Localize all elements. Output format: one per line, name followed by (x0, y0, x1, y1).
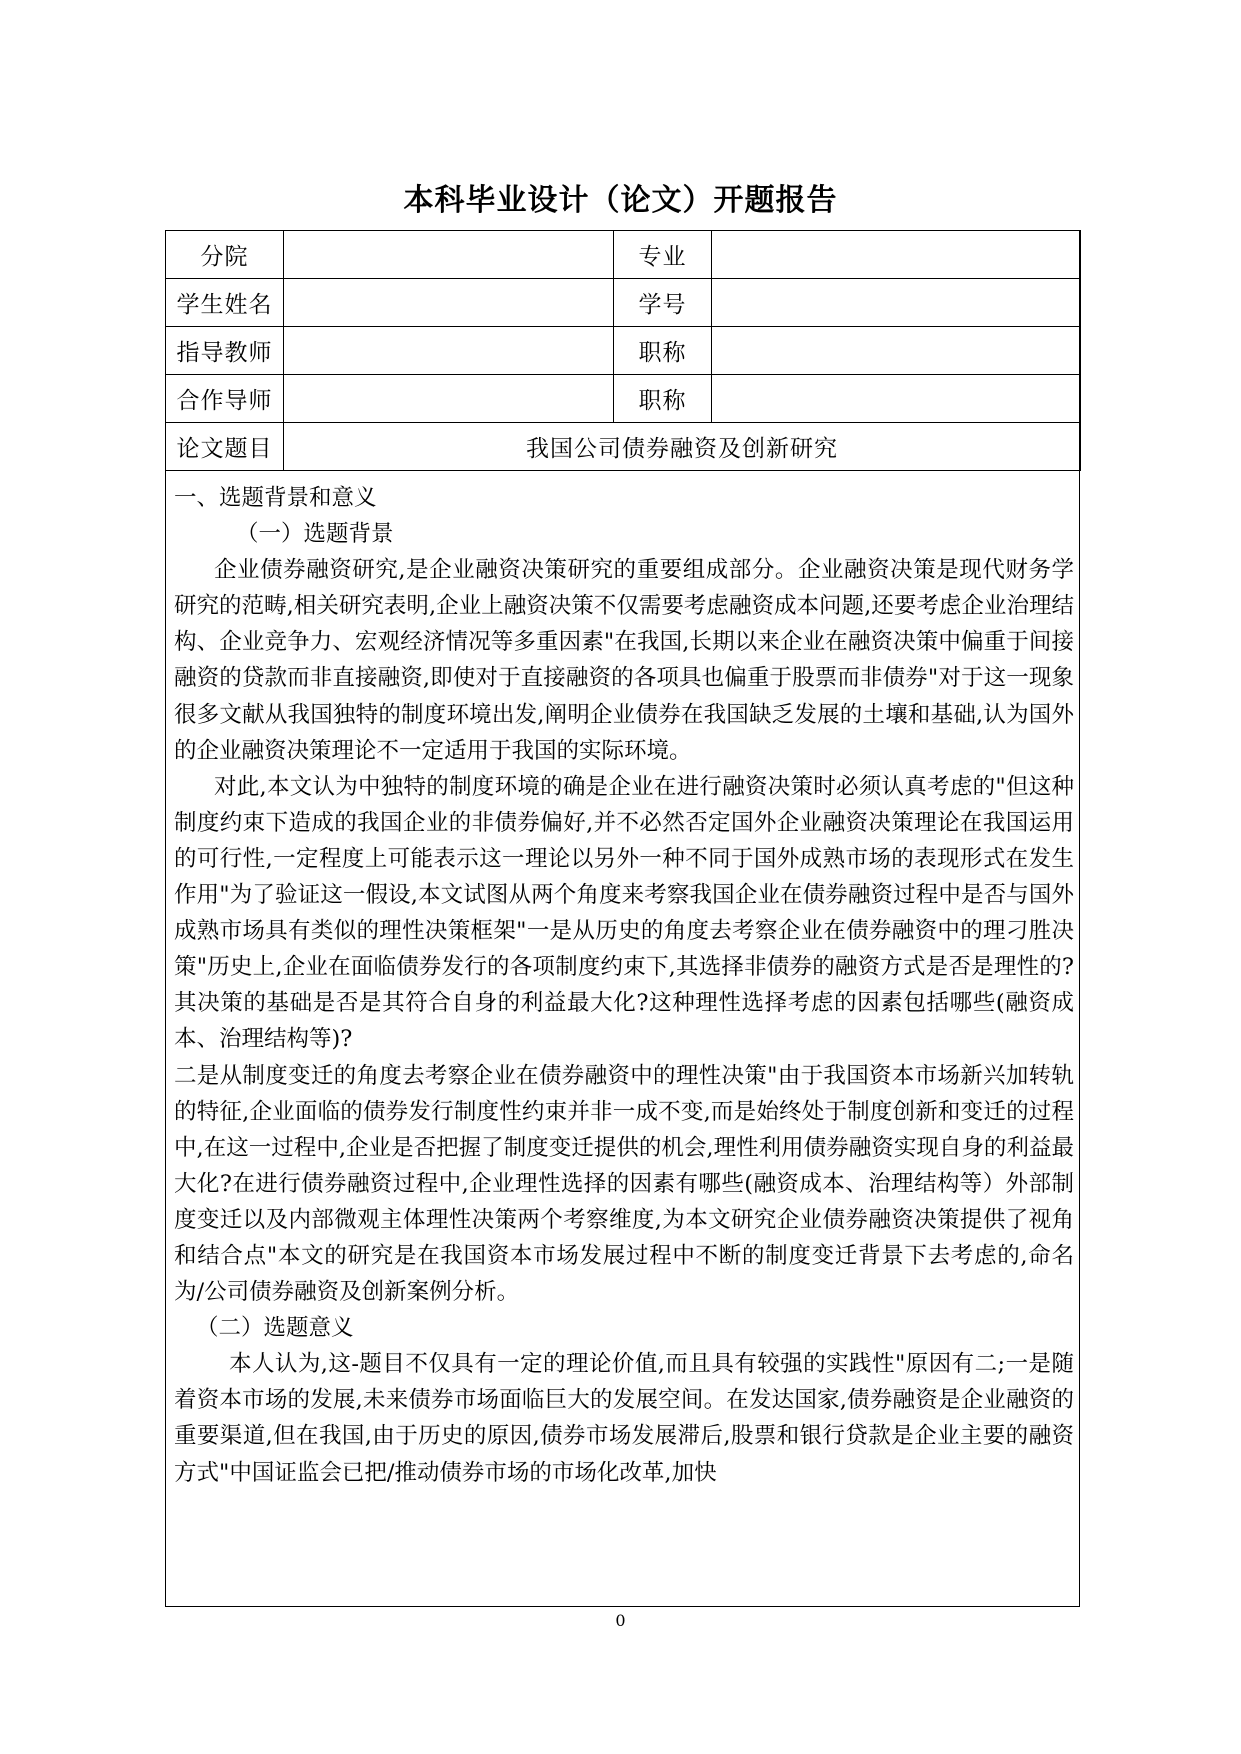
co-advisor-field[interactable] (284, 375, 614, 423)
info-table (165, 230, 1081, 471)
page-title: 本科毕业设计（论文）开题报告 (403, 183, 838, 218)
paragraph: 对此,本文认为中独特的制度环境的确是企业在进行融资决策时必须认真考虑的"但这种制度约束下造成的我国企业的非债券偏好,并不必然否定国外企业融资决策理论在我国运用的可行性,一定程度上可能表示这一理论以另外一种不同于国外成熟市场的表现形式在发生作用"为了验证这一假设,本文试图从两个角度来考察我国企业在债券融资过程中是否与国外成熟市场具有类似的理性决策框架"一是从历史的角度去考察企业在债券融资中的理刁胜决策"历史上,企业在面临债券发行的各项制度约束下,其选择非债券的融资方式是否是理性的?其决策的基础是否是其符合自身的利益最大化?这种理性选择考虑的因素包括哪些(融资成本、治理结构等)? (174, 773, 1074, 1053)
student-name-field[interactable] (284, 279, 614, 327)
advisor-label: 指导教师 (166, 327, 284, 375)
table-row (166, 375, 1081, 423)
subsection-heading-background: （一）选题背景 (236, 521, 394, 548)
co-advisor-label: 合作导师 (166, 375, 284, 423)
major-label: 专业 (614, 231, 712, 279)
paragraph: 本人认为,这-题目不仅具有一定的理论价值,而且具有较强的实践性"原因有二;一是随着资本市场的发展,未来债券市场面临巨大的发展空间。在发达国家,债券融资是企业融资的重要渠道,但在我国,由于历史的原因,债券市场发展滞后,股票和银行贷款是企业主要的融资方式"中国证监会已把/推动债券市场的市场化改革,加快 (174, 1351, 1074, 1486)
advisor-title-label: 职称 (614, 327, 712, 375)
table-row (166, 327, 1081, 375)
advisor-field[interactable] (284, 327, 614, 375)
college-field[interactable] (284, 231, 614, 279)
paragraph: 二是从制度变迁的角度去考察企业在债券融资中的理性决策"由于我国资本市场新兴加转轨的特征,企业面临的债券发行制度性约束并非一成不变,而是始终处于制度创新和变迁的过程中,在这一过程中,企业是否把握了制度变迁提供的机会,理性利用债券融资实现自身的利益最大化?在进行债券融资过程中,企业理性选择的因素有哪些(融资成本、治理结构等）外部制度变迁以及内部微观主体理性决策两个考察维度,为本文研究企业债券融资决策提供了视角和结合点"本文的研究是在我国资本市场发展过程中不断的制度变迁背景下去考虑的,命名为/公司债券融资及创新案例分析。 (174, 1062, 1074, 1306)
section-heading: 一、选题背景和意义 (174, 485, 377, 511)
thesis-topic-label: 论文题目 (166, 423, 284, 471)
subsection-heading-significance: （二）选题意义 (196, 1315, 354, 1342)
thesis-topic-value[interactable]: 我国公司债券融资及创新研究 (284, 423, 1081, 471)
report-body (174, 480, 1074, 1491)
table-row (166, 279, 1081, 327)
co-advisor-title-field[interactable] (712, 375, 1081, 423)
student-id-label: 学号 (614, 279, 712, 327)
table-row (166, 231, 1081, 279)
paragraph: 企业债券融资研究,是企业融资决策研究的重要组成部分。企业融资决策是现代财务学研究的范畴,相关研究表明,企业上融资决策不仅需要考虑融资成本问题,还要考虑企业治理结构、企业竞争力、宏观经济情况等多重因素"在我国,长期以来企业在融资决策中偏重于间接融资的贷款而非直接融资,即使对于直接融资的各项具也偏重于股票而非债券"对于这一现象很多文献从我国独特的制度环境出发,阐明企业债券在我国缺乏发展的土壤和基础,认为国外的企业融资决策理论不一定适用于我国的实际环境。 (174, 557, 1074, 764)
advisor-title-field[interactable] (712, 327, 1081, 375)
co-advisor-title-label: 职称 (614, 375, 712, 423)
student-name-label: 学生姓名 (166, 279, 284, 327)
page-number: 0 (615, 1611, 626, 1630)
major-field[interactable] (712, 231, 1081, 279)
table-row (166, 423, 1081, 471)
college-label: 分院 (166, 231, 284, 279)
student-id-field[interactable] (712, 279, 1081, 327)
